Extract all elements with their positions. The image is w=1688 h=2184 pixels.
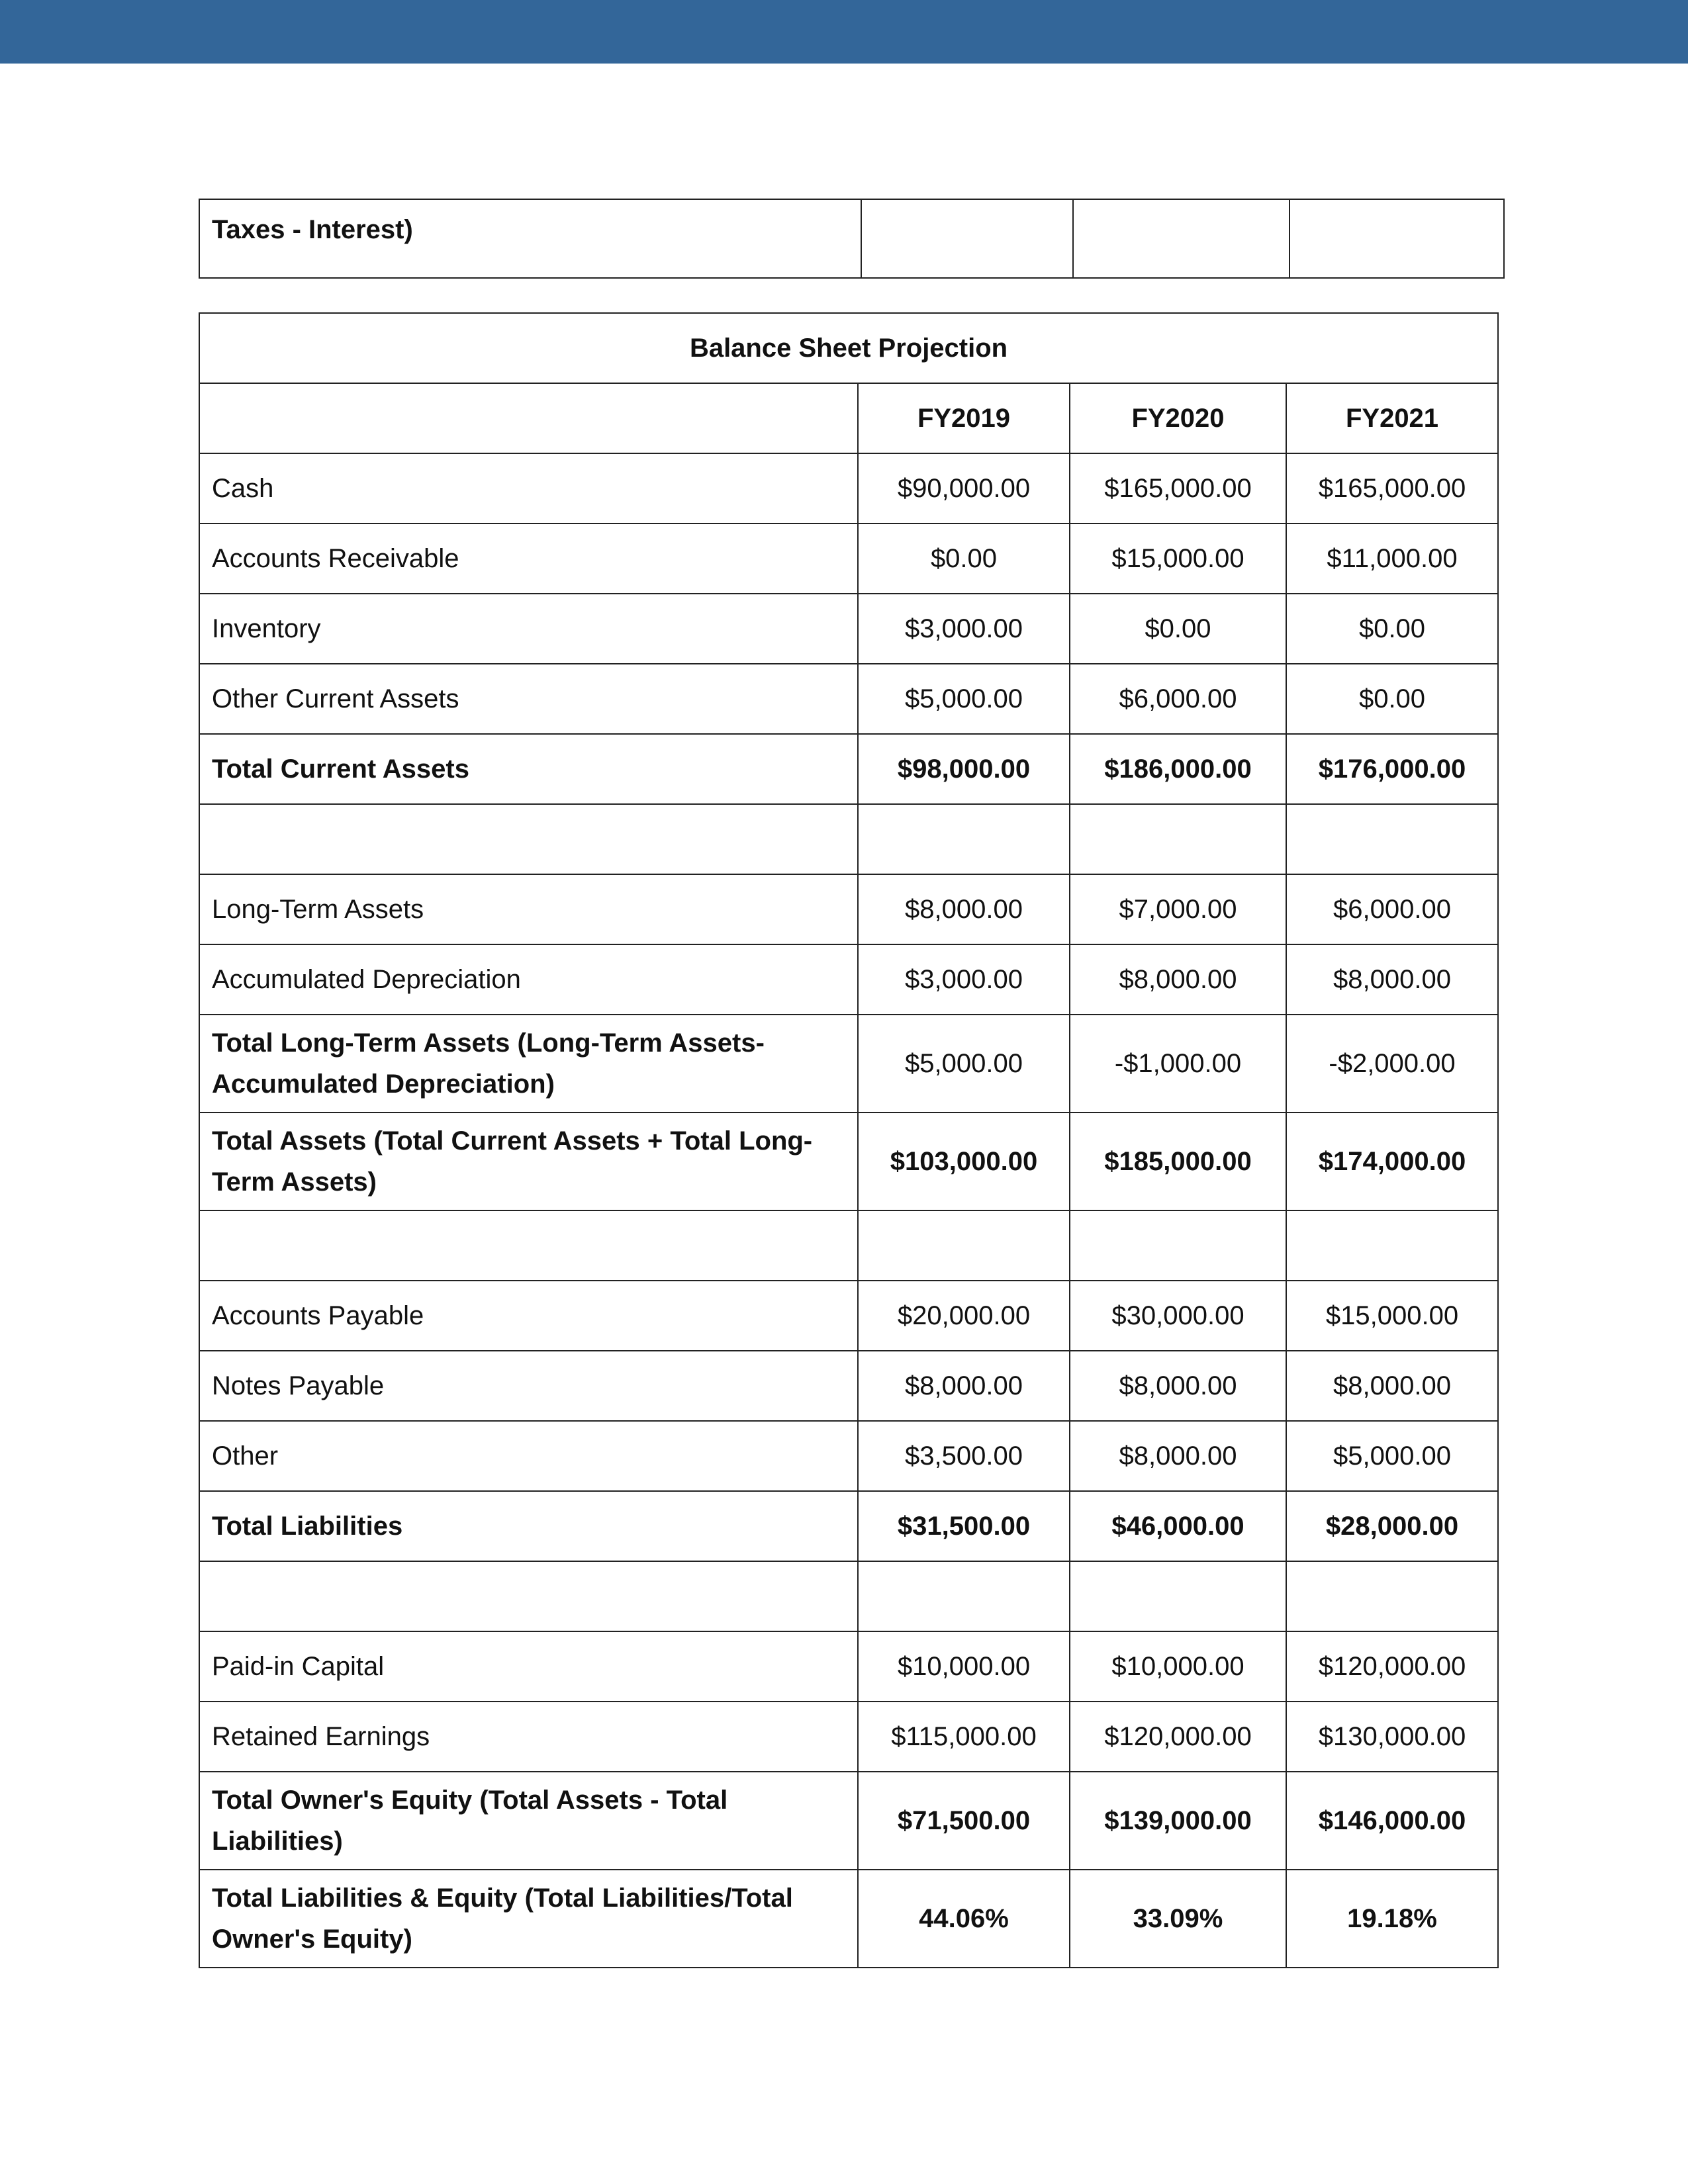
- value-cell: 44.06%: [858, 1870, 1070, 1968]
- value-cell: $8,000.00: [1286, 944, 1498, 1015]
- table-row: [199, 1421, 1498, 1491]
- table-row: [199, 1210, 1498, 1281]
- value-cell: $3,000.00: [858, 594, 1070, 664]
- table-row: [199, 1561, 1498, 1631]
- row-label: Total Long-Term Assets (Long-Term Assets-Accumulated Depreciation): [199, 1015, 858, 1113]
- row-label: Notes Payable: [199, 1351, 858, 1421]
- value-cell: $46,000.00: [1070, 1491, 1286, 1561]
- value-cell: [1070, 1561, 1286, 1631]
- table-row: [199, 1491, 1498, 1561]
- value-cell: $186,000.00: [1070, 734, 1286, 804]
- value-cell: [858, 1561, 1070, 1631]
- value-cell: $98,000.00: [858, 734, 1070, 804]
- value-cell: $15,000.00: [1070, 523, 1286, 594]
- value-cell: $8,000.00: [1070, 1351, 1286, 1421]
- table-row: [199, 1772, 1498, 1870]
- value-cell: $8,000.00: [858, 874, 1070, 944]
- value-cell: [1073, 199, 1289, 278]
- row-label: Other: [199, 1421, 858, 1491]
- row-label: Total Current Assets: [199, 734, 858, 804]
- value-cell: $5,000.00: [858, 1015, 1070, 1113]
- value-cell: $0.00: [858, 523, 1070, 594]
- value-cell: $130,000.00: [1286, 1702, 1498, 1772]
- value-cell: $115,000.00: [858, 1702, 1070, 1772]
- table-row: [199, 804, 1498, 874]
- row-label: Other Current Assets: [199, 664, 858, 734]
- value-cell: $6,000.00: [1070, 664, 1286, 734]
- row-label: Inventory: [199, 594, 858, 664]
- value-cell: $30,000.00: [1070, 1281, 1286, 1351]
- table-row: [199, 1631, 1498, 1702]
- value-cell: $11,000.00: [1286, 523, 1498, 594]
- value-cell: $185,000.00: [1070, 1113, 1286, 1210]
- table-row: [199, 1015, 1498, 1113]
- value-cell: 33.09%: [1070, 1870, 1286, 1968]
- value-cell: $31,500.00: [858, 1491, 1070, 1561]
- header-row: [199, 383, 1498, 453]
- value-cell: [1286, 804, 1498, 874]
- value-cell: $15,000.00: [1286, 1281, 1498, 1351]
- table-row: [199, 1281, 1498, 1351]
- row-label: Cash: [199, 453, 858, 523]
- value-cell: [1070, 1210, 1286, 1281]
- value-cell: [858, 804, 1070, 874]
- value-cell: $8,000.00: [1070, 944, 1286, 1015]
- table-row: [199, 1702, 1498, 1772]
- title-row: [199, 313, 1498, 383]
- table-row: [199, 453, 1498, 523]
- table-row: [199, 944, 1498, 1015]
- value-cell: $103,000.00: [858, 1113, 1070, 1210]
- table-row: [199, 664, 1498, 734]
- value-cell: $5,000.00: [858, 664, 1070, 734]
- value-cell: [1286, 1561, 1498, 1631]
- row-label: [199, 1561, 858, 1631]
- row-label: [199, 804, 858, 874]
- value-cell: $120,000.00: [1070, 1702, 1286, 1772]
- value-cell: $139,000.00: [1070, 1772, 1286, 1870]
- table-title: Balance Sheet Projection: [199, 313, 1498, 383]
- table-row: [199, 523, 1498, 594]
- value-cell: $7,000.00: [1070, 874, 1286, 944]
- value-cell: $28,000.00: [1286, 1491, 1498, 1561]
- taxes-table: [199, 199, 1505, 279]
- value-cell: $3,000.00: [858, 944, 1070, 1015]
- value-cell: $10,000.00: [1070, 1631, 1286, 1702]
- header-blank-cell: [199, 383, 858, 453]
- value-cell: 19.18%: [1286, 1870, 1498, 1968]
- value-cell: $176,000.00: [1286, 734, 1498, 804]
- row-label: Paid-in Capital: [199, 1631, 858, 1702]
- value-cell: $3,500.00: [858, 1421, 1070, 1491]
- value-cell: $10,000.00: [858, 1631, 1070, 1702]
- value-cell: [1286, 1210, 1498, 1281]
- value-cell: $165,000.00: [1070, 453, 1286, 523]
- value-cell: [1070, 804, 1286, 874]
- value-cell: $8,000.00: [1286, 1351, 1498, 1421]
- table-row: [199, 734, 1498, 804]
- value-cell: $5,000.00: [1286, 1421, 1498, 1491]
- value-cell: -$2,000.00: [1286, 1015, 1498, 1113]
- row-label: Accounts Receivable: [199, 523, 858, 594]
- value-cell: $8,000.00: [858, 1351, 1070, 1421]
- row-label: Total Liabilities & Equity (Total Liabilities/Total Owner's Equity): [199, 1870, 858, 1968]
- row-label: Total Assets (Total Current Assets + Total Long-Term Assets): [199, 1113, 858, 1210]
- row-label: Long-Term Assets: [199, 874, 858, 944]
- table-row: [199, 1870, 1498, 1968]
- header-band: [0, 0, 1688, 64]
- value-cell: [858, 1210, 1070, 1281]
- table-row: [199, 1113, 1498, 1210]
- column-header-fy2020: FY2020: [1070, 383, 1286, 453]
- value-cell: $120,000.00: [1286, 1631, 1498, 1702]
- row-label: Retained Earnings: [199, 1702, 858, 1772]
- table-row: [199, 1351, 1498, 1421]
- value-cell: $146,000.00: [1286, 1772, 1498, 1870]
- value-cell: [861, 199, 1073, 278]
- value-cell: $71,500.00: [858, 1772, 1070, 1870]
- value-cell: $8,000.00: [1070, 1421, 1286, 1491]
- value-cell: $174,000.00: [1286, 1113, 1498, 1210]
- row-label: Total Owner's Equity (Total Assets - Total Liabilities): [199, 1772, 858, 1870]
- value-cell: $165,000.00: [1286, 453, 1498, 523]
- table-row: [199, 594, 1498, 664]
- value-cell: -$1,000.00: [1070, 1015, 1286, 1113]
- value-cell: $0.00: [1286, 664, 1498, 734]
- row-label: [199, 1210, 858, 1281]
- table-row: [199, 874, 1498, 944]
- value-cell: [1289, 199, 1504, 278]
- row-label: Accounts Payable: [199, 1281, 858, 1351]
- value-cell: $20,000.00: [858, 1281, 1070, 1351]
- row-label: Accumulated Depreciation: [199, 944, 858, 1015]
- value-cell: $0.00: [1286, 594, 1498, 664]
- value-cell: $90,000.00: [858, 453, 1070, 523]
- balance-sheet-table: [199, 312, 1499, 1968]
- column-header-fy2019: FY2019: [858, 383, 1070, 453]
- column-header-fy2021: FY2021: [1286, 383, 1498, 453]
- row-label: Taxes - Interest): [199, 199, 861, 278]
- value-cell: $0.00: [1070, 594, 1286, 664]
- row-label: Total Liabilities: [199, 1491, 858, 1561]
- table-row: [199, 199, 1504, 278]
- value-cell: $6,000.00: [1286, 874, 1498, 944]
